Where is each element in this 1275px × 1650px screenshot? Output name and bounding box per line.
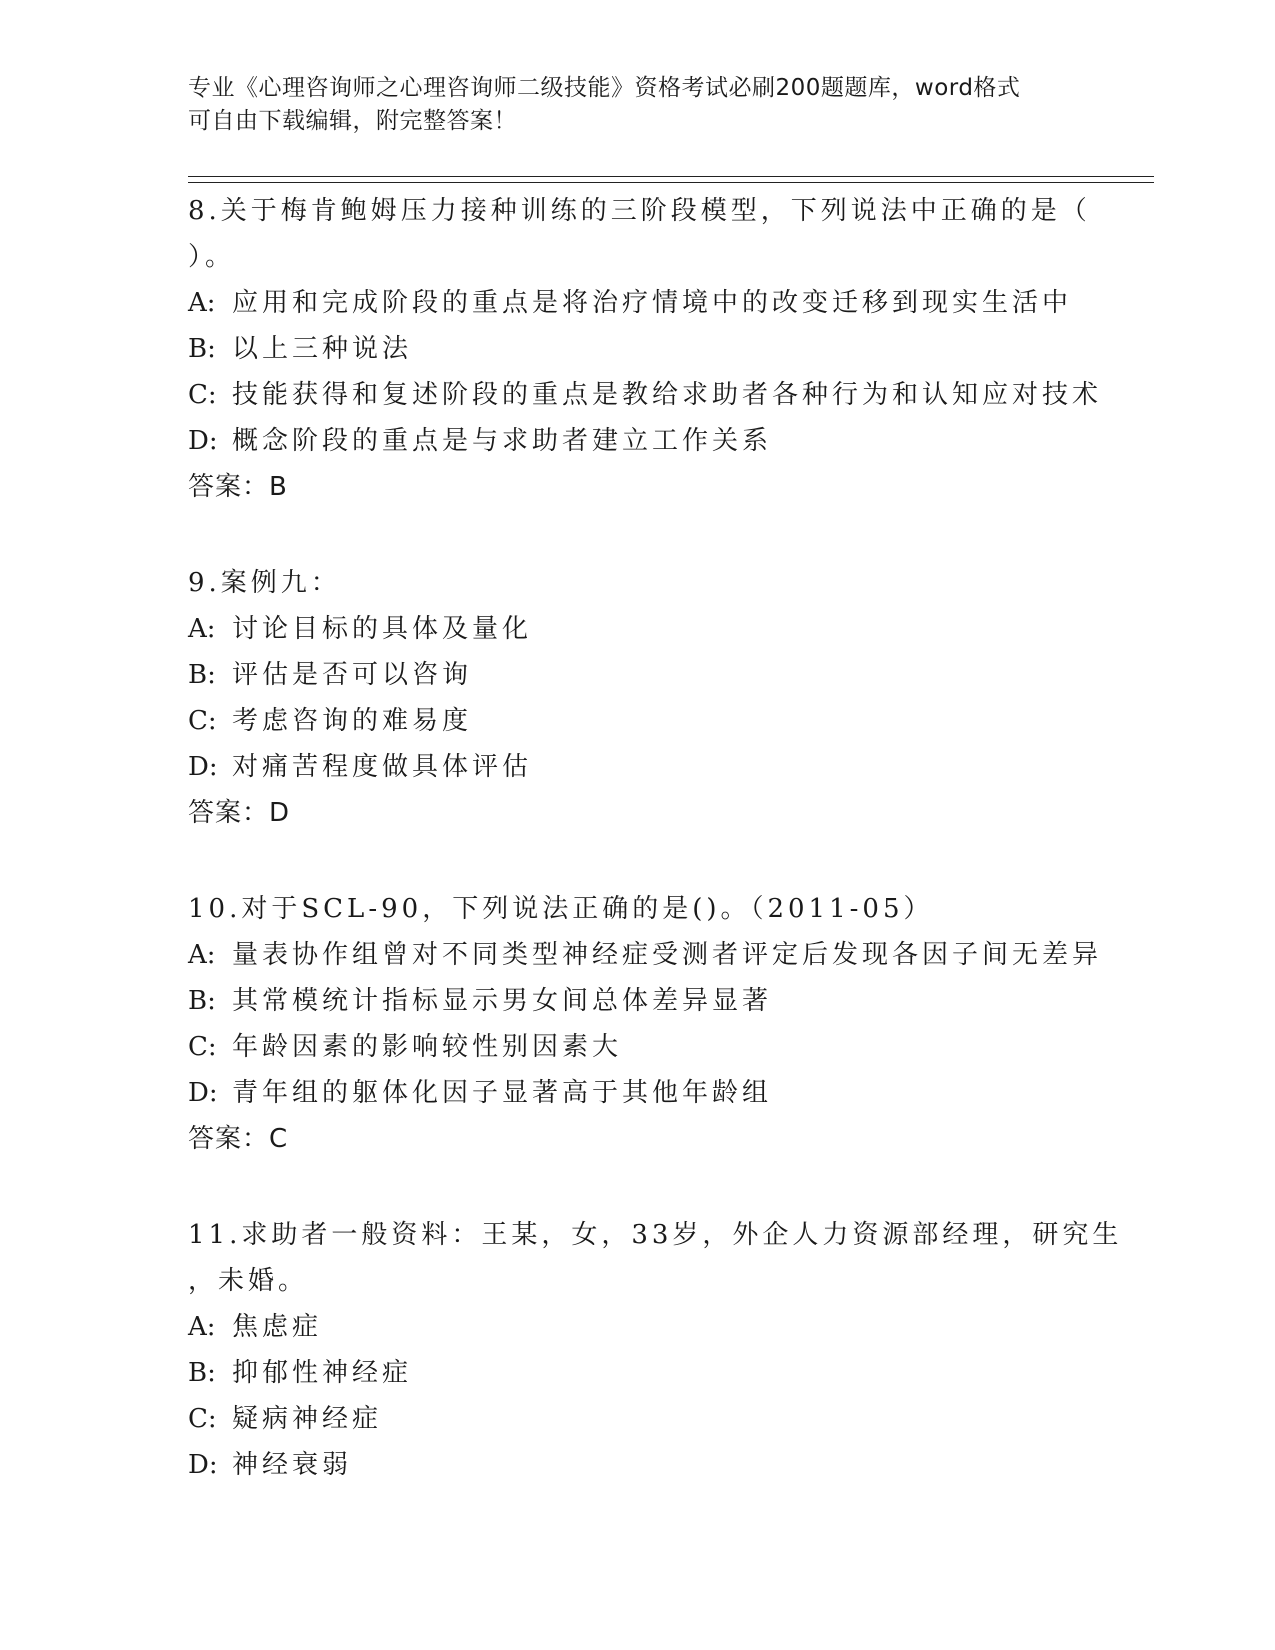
option-letter: A: [188,288,216,318]
document-header [188,72,1088,138]
option-letter: B: [188,334,216,364]
option-a [188,932,1103,978]
question-stem: 8.关于梅肯鲍姆压力接种训练的三阶段模型，下列说法中正确的是（ [188,196,1091,226]
option-text: 其常模统计指标显示男女间总体差异显著 [232,986,773,1016]
option-b [188,326,1088,372]
option-text: 以上三种说法 [232,334,413,364]
option-c [188,698,1088,744]
option-b [188,978,1088,1024]
option-c [188,372,1103,418]
option-text: 评估是否可以咨询 [232,660,473,690]
option-letter: C: [188,1032,217,1062]
question-9 [188,560,1088,836]
option-text: 神经衰弱 [232,1450,353,1480]
header-line-1: 专业《心理咨询师之心理咨询师二级技能》资格考试必刷200题题库，word格式 [188,75,1021,101]
option-text: 疑病神经症 [232,1404,383,1434]
option-text: 应用和完成阶段的重点是将治疗情境中的改变迁移到现实生活中 [232,288,1073,318]
question-stem: 11.求助者一般资料：王某，女，33岁，外企人力资源部经理，研究生 [188,1220,1123,1250]
option-text: 焦虑症 [232,1312,323,1342]
question-stem: 9.案例九： [188,568,341,598]
question-11 [188,1212,1123,1488]
option-text: 量表协作组曾对不同类型神经症受测者评定后发现各因子间无差异 [232,940,1103,970]
option-letter: D: [188,1078,218,1108]
option-letter: D: [188,1450,218,1480]
option-c [188,1024,1088,1070]
question-stem-continued: ）。 [188,242,236,272]
answer-line: 答案：B [188,472,288,502]
question-8 [188,188,1103,510]
option-c [188,1396,1088,1442]
option-letter: B: [188,1358,216,1388]
option-letter: C: [188,380,217,410]
option-text: 概念阶段的重点是与求助者建立工作关系 [232,426,773,456]
header-line-2: 可自由下载编辑，附完整答案！ [188,108,517,134]
option-letter: D: [188,426,218,456]
option-letter: B: [188,660,216,690]
question-stem-continued: ，未婚。 [188,1266,309,1296]
option-a [188,606,1088,652]
option-d [188,1442,1088,1488]
question-list [188,188,1123,1538]
option-d [188,1070,1088,1116]
option-text: 对痛苦程度做具体评估 [232,752,533,782]
option-text: 技能获得和复述阶段的重点是教给求助者各种行为和认知应对技术 [232,380,1103,410]
option-letter: B: [188,986,216,1016]
option-text: 青年组的躯体化因子显著高于其他年龄组 [232,1078,773,1108]
option-text: 年龄因素的影响较性别因素大 [232,1032,623,1062]
answer-line: 答案：C [188,1124,289,1154]
header-divider-bottom [188,182,1154,183]
option-letter: D: [188,752,218,782]
option-a [188,280,1088,326]
question-stem: 10.对于SCL-90，下列说法正确的是()。（2011-05） [188,894,934,924]
option-letter: A: [188,1312,216,1342]
option-a [188,1304,1088,1350]
option-letter: A: [188,940,216,970]
question-10 [188,886,1103,1162]
option-d [188,418,1088,464]
option-text: 讨论目标的具体及量化 [232,614,533,644]
option-d [188,744,1088,790]
option-b [188,1350,1088,1396]
option-letter: C: [188,1404,217,1434]
option-text: 考虑咨询的难易度 [232,706,473,736]
option-b [188,652,1088,698]
option-text: 抑郁性神经症 [232,1358,413,1388]
answer-line: 答案：D [188,798,291,828]
option-letter: C: [188,706,217,736]
header-divider-top [188,176,1154,177]
option-letter: A: [188,614,216,644]
